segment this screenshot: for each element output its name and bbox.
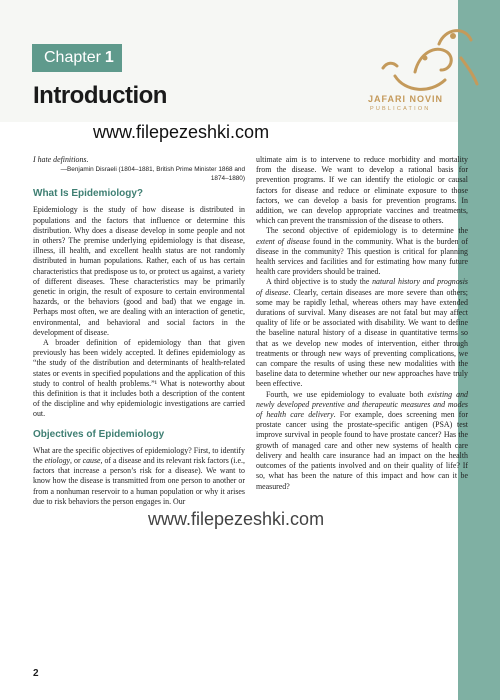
paragraph: ultimate aim is to intervene to reduce morbidity and mortality from the disease. We want to develop a rational basis for prevention programs. If we can identify the etiologic or causal factors for disease and reduce or eliminate exposure to those factors, we can develop a basis for prevention programs. In addition, we can develop appropriate vaccines and treatments, which can prevent the transmission of the disease to others.	[256, 155, 468, 226]
publisher-sub: PUBLICATION	[370, 106, 431, 112]
epigraph-attribution	[33, 165, 245, 183]
page-number: 2	[33, 668, 39, 679]
epigraph-attribution-line1: —Benjamin Disraeli (1804–1881, British Prime Minister 1868 and	[60, 166, 245, 174]
text-run: , or	[70, 456, 83, 466]
text-run: What are the specific objectives of epidemiology? First, to identify the	[33, 445, 245, 466]
paragraph: Epidemiology is the study of how disease is distributed in populations and the factors that influence or determine this distribution. Why does a disease develop in some people and not in others? The premise underlying epidemiology is that disease, illness, ill health, and excellent health status are not randomly distributed in human populations. Rather, each of us has certain characteristics that predispose us to, or protect us against, a variety of different diseases. These characteristics may be primarily genetic in origin, the result of exposure to certain environmental hazards, or the behaviors (good and bad) that we engage in. Perhaps most often, we are dealing with an interaction of genetic, environmental, and behavioral and social factors in the development of disease.	[33, 205, 245, 337]
watermark-url: www.filepezeshki.com	[148, 509, 325, 529]
emphasis: natural history and prognosis of disease	[256, 277, 468, 297]
publisher-name: JAFARI NOVIN	[368, 94, 444, 104]
chapter-title: Introduction	[33, 82, 167, 109]
chapter-tab	[32, 44, 122, 72]
paragraph	[33, 446, 245, 507]
emphasis: etiology	[44, 456, 71, 466]
text-run: A third objective is to study the	[266, 277, 373, 287]
paragraph	[256, 390, 468, 492]
emphasis: extent of disease	[256, 236, 310, 246]
emphasis: cause	[82, 456, 101, 466]
emphasis: existing and newly developed preventive and therapeutic measures and modes of health care delivery	[256, 389, 468, 420]
text-run: . Clearly, certain diseases are more severe than others; some may be rapidly lethal, whereas others may have extended durations of survival. Many diseases are not fatal but may affect quality of life or be associated with disability. We want to define the baseline natural history of a disease in quantitative terms so that as we develop new modes of intervention, either through treatments or through new ways of preventing complications, we can compare the results of using these new modalities with the baseline data to determine whether our new approaches have truly been effective.	[256, 287, 468, 389]
text-run: . For example, does screening men for prostate cancer using the prostate-specific antigen (PSA) test improve survival in people found to have prostate cancer? Has the growth of managed care and other new systems of health care delivery and health care insurance had an impact on the health outcomes of the patients involved and on their quality of life? If so, what has been the nature of this impact and how can it be measured?	[256, 410, 468, 491]
paragraph	[256, 277, 468, 389]
paragraph: A broader definition of epidemiology than that given previously has been widely accepted. It defines epidemiology as “the study of the distribution and determinants of health-related states or events in specified populations and the application of this study to control of health problems.”¹ What is noteworthy about this definition is that it includes both a description of the content of the discipline and why epidemiologic investigations are carried out.	[33, 338, 245, 419]
chapter-label: Chapter	[44, 49, 101, 66]
left-column	[33, 155, 245, 507]
text-run: Fourth, we use epidemiology to evaluate both	[266, 389, 428, 399]
watermark-url: www.filepezeshki.com	[93, 122, 270, 142]
paragraph	[256, 226, 468, 277]
text-run: , of a disease and its relevant risk factors (i.e., factors that increase a person’s risk for a disease). We want to know how the disease is transmitted from one person to another or from a nonhuman reservoir to a human population or why it arises due to risk behaviors the person engages in. Our	[33, 456, 245, 506]
epigraph-attribution-line2: 1874–1880)	[210, 175, 245, 183]
right-column	[256, 155, 468, 492]
epigraph-quote: I hate definitions.	[33, 155, 89, 164]
text-run: The second objective of epidemiology is to determine the	[266, 226, 468, 236]
chapter-number: 1	[104, 49, 114, 66]
section-heading: Objectives of Epidemiology	[33, 428, 165, 440]
text-run: found in the community. What is the burden of disease in the community? This question is critical for planning health services and facilities and for estimating how many future health care providers should be trained.	[256, 236, 468, 277]
section-heading: What Is Epidemiology?	[33, 188, 144, 200]
